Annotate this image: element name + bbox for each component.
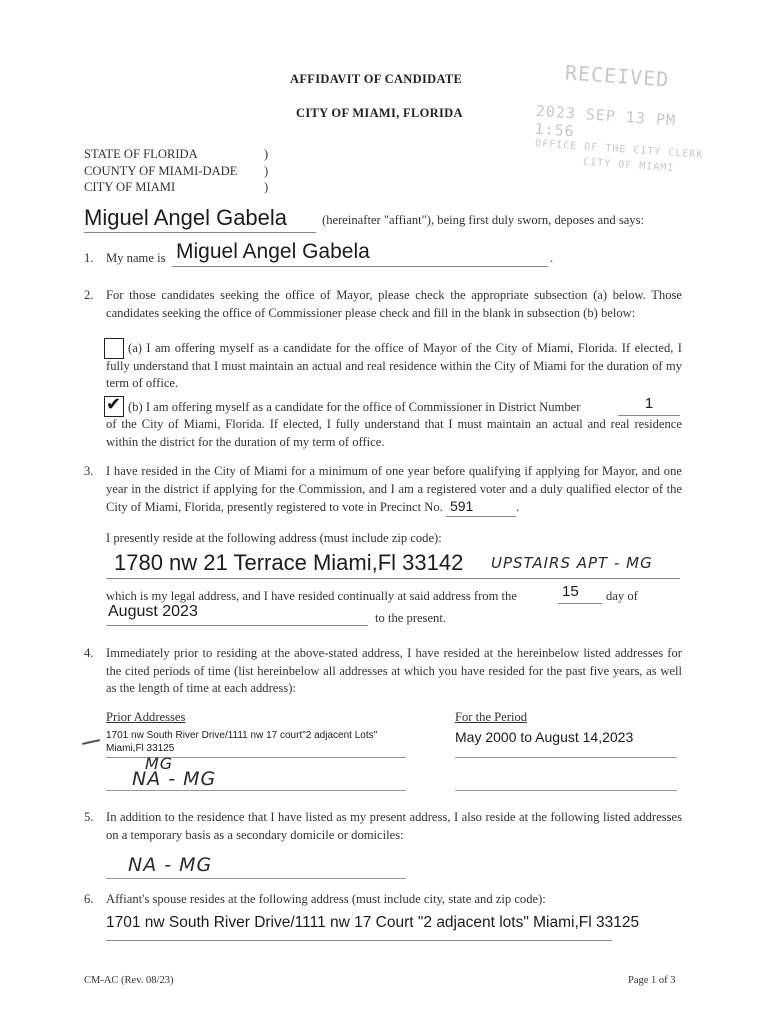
stamp-date: 2023 SEP 13 PM 1:56 xyxy=(533,101,677,141)
item4-text: Immediately prior to residing at the above-stated address, I have resided at the hereinbelow listed addresses for the cited periods of time (list hereinbelow all addresses at which you have resided for the past five years, as well as the length of time at each address): xyxy=(106,646,682,695)
item3-number: 3. xyxy=(84,464,94,478)
venue-county: COUNTY OF MIAMI-DADE xyxy=(84,164,238,178)
for-the-period-header: For the Period xyxy=(455,710,528,724)
page-number: Page 1 of 3 xyxy=(628,975,676,986)
day-field xyxy=(558,583,602,604)
document-title: AFFIDAVIT OF CANDIDATE xyxy=(290,72,463,86)
handwritten-initials: MG xyxy=(145,754,174,773)
venue-city: CITY OF MIAMI xyxy=(84,180,176,194)
stamp-office: OFFICE OF THE CITY CLERK xyxy=(534,138,704,161)
handwritten-apt-note: UPSTAIRS APT - MG xyxy=(491,554,653,572)
to-present-text: to the present. xyxy=(375,611,446,625)
stamp-city: CITY OF MIAMI xyxy=(582,156,675,175)
venue-paren: ) xyxy=(264,164,269,178)
item6-number: 6. xyxy=(84,892,94,906)
period-field xyxy=(455,729,677,758)
item4-number: 4. xyxy=(84,646,94,660)
item1-name-field xyxy=(172,240,548,267)
prior-period: May 2000 to August 14,2023 xyxy=(455,729,634,745)
prior-address-line-blank xyxy=(106,790,406,791)
item2-text: For those candidates seeking the office of Mayor, please check the appropriate subsection (a) below. Those candidates seeking the office of Commissioner please check and fill in the blank in subsection (b) below: xyxy=(106,288,682,320)
affiant-name: Miguel Angel Gabela xyxy=(84,205,288,230)
stamp-received: RECEIVED xyxy=(564,60,671,92)
prior-address-line2: Miami,Fl 33125 xyxy=(106,743,175,754)
venue-paren: ) xyxy=(264,147,269,161)
item2-number: 2. xyxy=(84,288,94,302)
prior-address-line1: 1701 nw South River Drive/1111 nw 17 court"2 adjacent Lots" xyxy=(106,730,378,741)
item1-label: My name is xyxy=(106,251,166,265)
item1-number: 1. xyxy=(84,251,94,265)
item5-number: 5. xyxy=(84,810,94,824)
handwritten-na-secondary: NA - MG xyxy=(128,854,213,876)
affiant-name-field xyxy=(84,205,316,233)
district-field xyxy=(618,395,680,416)
item2-option-b-continued: of the City of Miami, Florida. If elected, I fully understand that I must maintain an actual and real residence within the district for the duration of my term of office. xyxy=(106,417,682,449)
item6-text: Affiant's spouse resides at the following address (must include city, state and zip code): xyxy=(106,892,546,906)
item3-text: I have resided in the City of Miami for a minimum of one year before qualifying if applying for Mayor, and one year in the district if applying for the Commission, and I am a registered voter and a duly qualified elector of the City of Miami, Florida, presently registered to vote in Precinct No. 591 . xyxy=(106,463,682,515)
present-address-label: I presently reside at the following address (must include zip code): xyxy=(106,531,442,545)
since-day: 15 xyxy=(562,583,579,600)
item2-option-b: (b) I am offering myself as a candidate for the office of Commissioner in District Number xyxy=(128,400,581,414)
item5-text: In addition to the residence that I have listed as my present address, I also reside at the following listed addresses on a temporary basis as a secondary domicile or domiciles: xyxy=(106,810,682,842)
received-stamp xyxy=(535,62,715,192)
check-mark-icon: ✔ xyxy=(106,394,122,415)
period-line-blank xyxy=(455,790,677,791)
commissioner-checkbox[interactable] xyxy=(104,396,124,417)
item1-name: Miguel Angel Gabela xyxy=(176,240,370,263)
venue-state: STATE OF FLORIDA xyxy=(84,147,198,161)
handwritten-na: NA - MG xyxy=(132,768,217,790)
precinct-number: 591 xyxy=(446,498,516,517)
since-text: which is my legal address, and I have resided continually at said address from the xyxy=(106,589,517,603)
item2-option-a: (a) I am offering myself as a candidate for the office of Mayor of the City of Miami, Florida. If elected, I fully understand that I must maintain an actual and real residence within the City of Miami for the duration of my term of office. xyxy=(106,341,682,390)
prior-addresses-header: Prior Addresses xyxy=(106,710,186,724)
month-year-field xyxy=(106,603,368,626)
district-number: 1 xyxy=(644,395,654,412)
spouse-address: 1701 nw South River Drive/1111 nw 17 Court "2 adjacent lots" Miami,Fl 33125 xyxy=(106,914,640,931)
intro-text: (hereinafter "affiant"), being first duly sworn, deposes and says: xyxy=(322,213,645,227)
spouse-address-field xyxy=(106,914,640,941)
document-subtitle: CITY OF MIAMI, FLORIDA xyxy=(296,106,463,120)
form-id: CM-AC (Rev. 08/23) xyxy=(84,975,174,986)
venue-paren: ) xyxy=(264,180,269,194)
secondary-domicile-field xyxy=(106,854,406,879)
item1-period: . xyxy=(550,251,554,265)
since-month-year: August 2023 xyxy=(108,603,198,620)
day-of-text: day of xyxy=(606,589,638,603)
present-address-field xyxy=(106,550,680,579)
item3-text-body: I have resided in the City of Miami for a minimum of one year before qualifying if applying for Mayor, and one year in the district if applying for the Commission, and I am a registered voter and a duly qualified elector of the City of Miami, Florida, presently registered to vote in Precinct No. xyxy=(106,464,682,514)
arrow-icon xyxy=(82,739,100,744)
present-address: 1780 nw 21 Terrace Miami,Fl 33142 xyxy=(114,550,464,575)
